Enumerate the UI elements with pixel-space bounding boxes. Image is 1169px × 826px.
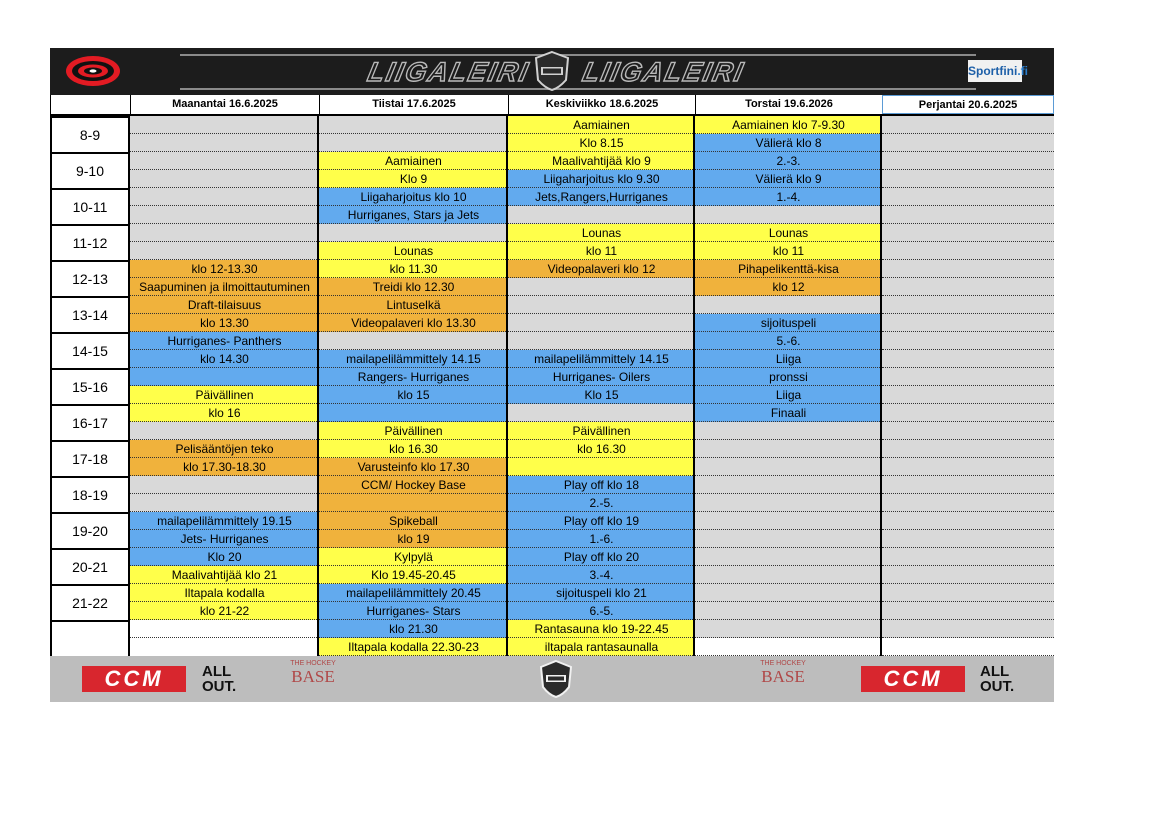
schedule-cell [695,584,882,602]
schedule-cell: Rantasauna klo 19-22.45 [508,620,695,638]
schedule-cell: klo 16.30 [319,440,508,458]
schedule-cell [130,368,319,386]
schedule-cell [695,620,882,638]
schedule-cell [882,476,1054,494]
schedule-cell: Liiga [695,350,882,368]
schedule-cell [130,134,319,152]
schedule-cell [882,458,1054,476]
schedule-cell [882,314,1054,332]
schedule-cell: klo 12-13.30 [130,260,319,278]
schedule-cell: 5.-6. [695,332,882,350]
schedule-cell [695,548,882,566]
date-header-corner [50,95,130,114]
schedule-cell: Päivällinen [130,386,319,404]
schedule-cell: Iltapala kodalla 22.30-23 [319,638,508,656]
schedule-cell: mailapelilämmittely 19.15 [130,512,319,530]
schedule-cell: Videopalaveri klo 13.30 [319,314,508,332]
schedule-cell: 1.-6. [508,530,695,548]
schedule-cell: sijoituspeli klo 21 [508,584,695,602]
schedule-cell: Päivällinen [508,422,695,440]
schedule-cell [882,602,1054,620]
allout-logo-left [202,664,236,694]
schedule-cell [695,512,882,530]
schedule-cell: Liiga [695,386,882,404]
schedule-cell [882,512,1054,530]
schedule-cell: 1.-4. [695,188,882,206]
schedule-cell: 3.-4. [508,566,695,584]
schedule-cell [882,404,1054,422]
schedule-cell: mailapelilämmittely 14.15 [319,350,508,368]
column-separator [880,116,882,656]
nhl-shield-icon [531,50,573,92]
schedule-cell [882,638,1054,656]
schedule-cell: klo 19 [319,530,508,548]
schedule-cell: klo 13.30 [130,314,319,332]
header-rule-bottom [180,88,976,90]
schedule-cell: klo 16.30 [508,440,695,458]
schedule-cell: Lintuselkä [319,296,508,314]
schedule-cell: klo 21.30 [319,620,508,638]
schedule-cell [319,494,508,512]
schedule-cell [695,566,882,584]
schedule-cell: Iltapala kodalla [130,584,319,602]
column-separator [506,116,508,656]
schedule-cell [319,404,508,422]
schedule-cell: Play off klo 18 [508,476,695,494]
schedule-cell [130,206,319,224]
schedule-cell: Välierä klo 8 [695,134,882,152]
hour-label [50,620,130,656]
footer-bar [50,656,1054,702]
schedule-cell [319,134,508,152]
header-rule-top [180,54,976,56]
schedule-cell [882,188,1054,206]
schedule-cell [319,116,508,134]
hockeybase-right-top: THE HOCKEY [760,660,806,667]
schedule-cell: Maalivahtijää klo 21 [130,566,319,584]
schedule-cell [882,422,1054,440]
column-separator [693,116,695,656]
schedule-cell: Hurriganes- Stars [319,602,508,620]
schedule-cell [695,296,882,314]
liigaleiri-wordmark-right: LIIGALEIRI [579,57,748,87]
hurricanes-logo-icon [64,54,122,88]
schedule-cell [882,242,1054,260]
schedule-grid [50,116,1054,656]
schedule-cell [695,422,882,440]
sportfini-text: Sportfini [968,64,1018,78]
schedule-cell: Spikeball [319,512,508,530]
schedule-cell: Hurriganes- Oilers [508,368,695,386]
schedule-cell [319,224,508,242]
schedule-cell [130,188,319,206]
schedule-cell [882,332,1054,350]
allout-right-line1: ALL [980,663,1010,680]
schedule-cell [882,296,1054,314]
nhl-shield-footer-icon [536,659,576,699]
sportfini-suffix: .fi [1017,64,1028,78]
schedule-cell: pronssi [695,368,882,386]
schedule-cell: Lounas [695,224,882,242]
schedule-cell [882,278,1054,296]
schedule-cell: Välierä klo 9 [695,170,882,188]
schedule-cell [882,224,1054,242]
schedule-cell [695,494,882,512]
hour-label: 14-15 [50,332,130,368]
hour-label: 17-18 [50,440,130,476]
schedule-cell [882,620,1054,638]
hour-label: 11-12 [50,224,130,260]
schedule-cell: Hurriganes- Panthers [130,332,319,350]
schedule-cell [508,458,695,476]
schedule-cell: Play off klo 19 [508,512,695,530]
hockeybase-left-bottom: BASE [291,667,335,686]
schedule-cell [695,458,882,476]
schedule-cell: Finaali [695,404,882,422]
schedule-cell: Saapuminen ja ilmoittautuminen [130,278,319,296]
schedule-cell [508,278,695,296]
allout-left-line1: ALL [202,663,232,680]
day-header-wednesday: Keskiviikko 18.6.2025 [508,95,695,114]
column-separator [128,116,130,656]
allout-left-line2: OUT. [202,678,237,695]
schedule-cell: Lounas [319,242,508,260]
column-separator [50,116,52,656]
hour-label: 13-14 [50,296,130,332]
date-header-row [50,95,1054,116]
schedule-cell [130,422,319,440]
hour-label: 12-13 [50,260,130,296]
schedule-cell: Pihapelikenttä-kisa [695,260,882,278]
schedule-cell [130,476,319,494]
schedule-cell: 2.-5. [508,494,695,512]
ccm-logo-left: CCM [82,666,186,692]
schedule-cell: 2.-3. [695,152,882,170]
schedule-cell: Jets,Rangers,Hurriganes [508,188,695,206]
schedule-cell: klo 21-22 [130,602,319,620]
schedule-cell [508,404,695,422]
schedule-cell: Klo 9 [319,170,508,188]
schedule-cell [695,638,882,656]
schedule-cell: CCM/ Hockey Base [319,476,508,494]
schedule-cell: Jets- Hurriganes [130,530,319,548]
schedule-cell [882,530,1054,548]
schedule-cell: Rangers- Hurriganes [319,368,508,386]
schedule-cell: Play off klo 20 [508,548,695,566]
liigaleiri-wordmark-left: LIIGALEIRI [364,57,533,87]
hour-label: 10-11 [50,188,130,224]
schedule-cell: klo 11 [508,242,695,260]
hour-label: 16-17 [50,404,130,440]
schedule-cell [508,332,695,350]
schedule-cell: klo 15 [319,386,508,404]
allout-right-line2: OUT. [980,678,1015,695]
hockeybase-logo-right [758,660,808,698]
schedule-cell: klo 11 [695,242,882,260]
schedule-cell [130,152,319,170]
schedule-cell [882,206,1054,224]
ccm-logo-right: CCM [861,666,965,692]
hockeybase-logo-left [288,660,338,698]
schedule-cell [882,548,1054,566]
allout-logo-right [980,664,1014,694]
schedule-cell: Treidi klo 12.30 [319,278,508,296]
schedule-cell [882,566,1054,584]
schedule-cell [882,134,1054,152]
schedule-cell: Aamiainen [508,116,695,134]
schedule-cell [130,242,319,260]
schedule-cell: Kylpylä [319,548,508,566]
schedule-cell [882,584,1054,602]
day-header-monday: Maanantai 16.6.2025 [130,95,319,114]
hour-label: 15-16 [50,368,130,404]
schedule-cell [882,494,1054,512]
schedule-cell [882,368,1054,386]
schedule-cell [695,530,882,548]
schedule-cell: Pelisääntöjen teko [130,440,319,458]
schedule-sheet [50,48,1054,702]
schedule-cell [882,152,1054,170]
schedule-cell: klo 12 [695,278,882,296]
schedule-cell [882,440,1054,458]
schedule-cell [130,494,319,512]
schedule-cell: Klo 19.45-20.45 [319,566,508,584]
column-separator [317,116,319,656]
schedule-cell: klo 16 [130,404,319,422]
schedule-cell [882,350,1054,368]
schedule-cell: Maalivahtijää klo 9 [508,152,695,170]
day-header-friday: Perjantai 20.6.2025 [882,95,1054,114]
schedule-cell: Päivällinen [319,422,508,440]
schedule-cell: Aamiainen [319,152,508,170]
schedule-cell [882,386,1054,404]
schedule-cell [882,260,1054,278]
schedule-cell [319,332,508,350]
schedule-cell [130,620,319,638]
schedule-cell [882,170,1054,188]
schedule-cell: Aamiainen klo 7-9.30 [695,116,882,134]
schedule-cell: Hurriganes, Stars ja Jets [319,206,508,224]
schedule-cell [695,440,882,458]
schedule-cell: Videopalaveri klo 12 [508,260,695,278]
header-bar [50,48,1054,95]
schedule-cell [508,206,695,224]
hockeybase-left-top: THE HOCKEY [290,660,336,667]
schedule-cell [508,314,695,332]
schedule-cell [508,296,695,314]
schedule-cell [130,116,319,134]
schedule-cell: mailapelilämmittely 20.45 [319,584,508,602]
schedule-cell [882,116,1054,134]
schedule-cell: 6.-5. [508,602,695,620]
sportfini-logo [968,60,1028,82]
schedule-cell [695,476,882,494]
hour-label: 21-22 [50,584,130,620]
hour-label: 9-10 [50,152,130,188]
schedule-cell [130,224,319,242]
hour-label: 8-9 [50,116,130,152]
schedule-cell: Liigaharjoitus klo 10 [319,188,508,206]
schedule-cell: Lounas [508,224,695,242]
schedule-cell: Draft-tilaisuus [130,296,319,314]
schedule-cell: Klo 8.15 [508,134,695,152]
schedule-cell: klo 14.30 [130,350,319,368]
schedule-cell: iltapala rantasaunalla [508,638,695,656]
hockeybase-right-bottom: BASE [761,667,805,686]
schedule-cell: Klo 15 [508,386,695,404]
schedule-cell: Varusteinfo klo 17.30 [319,458,508,476]
schedule-cell [695,206,882,224]
schedule-cell: sijoituspeli [695,314,882,332]
hour-label: 20-21 [50,548,130,584]
day-header-tuesday: Tiistai 17.6.2025 [319,95,508,114]
schedule-cell: mailapelilämmittely 14.15 [508,350,695,368]
schedule-cell: Liigaharjoitus klo 9.30 [508,170,695,188]
hour-label: 19-20 [50,512,130,548]
schedule-cell [695,602,882,620]
schedule-cell: Klo 20 [130,548,319,566]
day-header-thursday: Torstai 19.6.2026 [695,95,882,114]
hour-label: 18-19 [50,476,130,512]
schedule-cell: klo 17.30-18.30 [130,458,319,476]
schedule-cell: klo 11.30 [319,260,508,278]
schedule-cell [130,170,319,188]
